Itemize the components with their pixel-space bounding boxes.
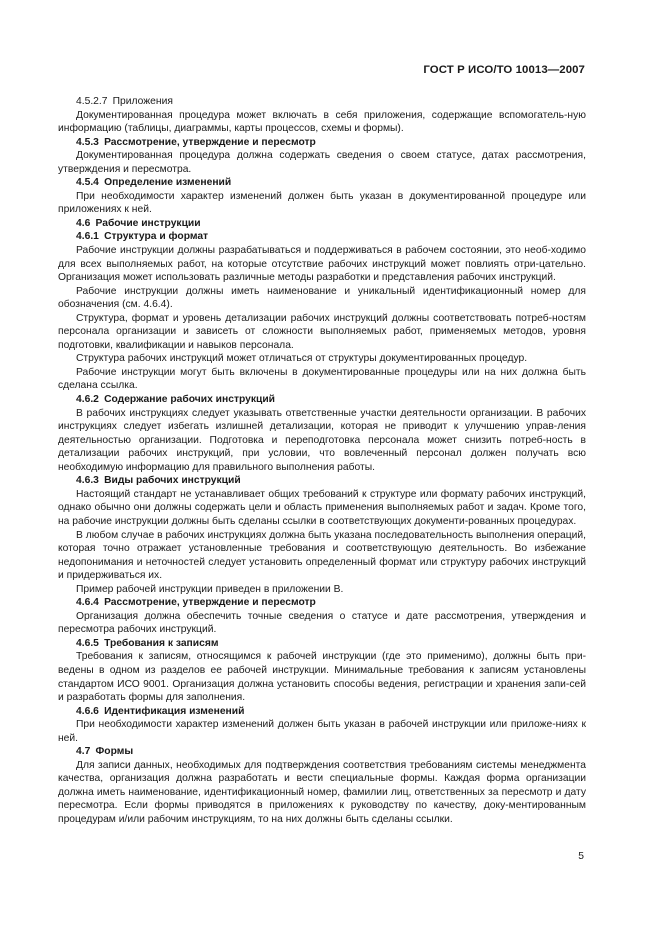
paragraph: В рабочих инструкциях следует указывать ответственные участки деятельности организации. В рабочих инструкциях следует избегать излишней детализации, которая не приводит к улучшению управ-ления деятельностью организации. Подготовка и переподготовка персонала может снизить потреб-ность в детализации рабочих инструкций, при условии, что вовлеченный персонал должен получать всю необходимую информацию для правильного выполнения работы. [58, 407, 586, 473]
section-heading [58, 637, 586, 651]
section-title: Рабочие инструкции [95, 217, 201, 229]
section-heading [58, 596, 586, 610]
section-heading [58, 705, 586, 719]
section-number: 4.6 [76, 217, 91, 229]
section-number: 4.6.6 [76, 705, 99, 717]
section-number: 4.6.4 [76, 597, 99, 609]
paragraph: В любом случае в рабочих инструкциях должна быть указана последовательность выполнения операций, которая точно отражает установленные требования и соответствующую деятельность. Во избежание недопонимания и неточностей следует установить определенный формат или структуру рабочих инструкций и придерживаться их. [58, 529, 586, 582]
section-number: 4.6.3 [76, 475, 99, 487]
paragraph: Настоящий стандарт не устанавливает общих требований к структуре или формату рабочих инструкций, однако обычно они должны содержать цели и область применения выполняемых работ и задач. Кроме того, на рабочие инструкции должны быть сделаны ссылки в соответствующих документи-рованных процедурах. [58, 488, 586, 527]
page-number: 5 [578, 851, 584, 862]
section-title: Содержание рабочих инструкций [104, 394, 276, 406]
paragraph: Рабочие инструкции должны разрабатываться и поддерживаться в рабочем состоянии, это необ-ходимо для всех выполняемых работ, на которые отсутствие рабочих инструкций может повлиять отри-цательно. Организация может использовать различные методы разработки и представления рабочих инструкций. [58, 245, 586, 284]
section-title: Приложения [112, 96, 173, 107]
section-heading [58, 393, 586, 407]
document-header: ГОСТ Р ИСО/ТО 10013—2007 [423, 64, 585, 76]
section-heading [58, 217, 586, 231]
section-title: Формы [95, 746, 134, 758]
section-number: 4.6.2 [76, 394, 99, 406]
paragraph: При необходимости характер изменений должен быть указан в документированной процедуре или приложениях к ней. [58, 190, 586, 216]
section-heading [58, 230, 586, 244]
section-number: 4.6.1 [76, 231, 99, 243]
paragraph: Рабочие инструкции могут быть включены в документированные процедуры или на них должна быть сделана ссылка. [58, 366, 586, 392]
section-number: 4.5.2.7 [76, 96, 108, 107]
paragraph: Организация должна обеспечить точные сведения о статусе и дате рассмотрения, утверждения и пересмотра рабочих инструкций. [58, 610, 586, 636]
section-title: Требования к записям [104, 637, 219, 649]
section-title: Определение изменений [104, 177, 232, 189]
section-title: Идентификация изменений [104, 705, 245, 717]
section-heading [58, 474, 586, 488]
paragraph: Рабочие инструкции должны иметь наименование и уникальный идентификационный номер для обозначения (см. 4.6.4). [58, 285, 586, 311]
section-number: 4.5.4 [76, 177, 99, 189]
section-heading [58, 745, 586, 759]
section-heading [58, 136, 586, 150]
section-title: Структура и формат [104, 231, 209, 243]
section-number: 4.5.3 [76, 136, 99, 148]
section-number: 4.6.5 [76, 637, 99, 649]
paragraph: Структура, формат и уровень детализации рабочих инструкций должны соответствовать потреб-ностям персонала организации и зависеть от сложности выполняемых работ, применяемых методов, уровня подготовки, квалификации и навыков персонала. [58, 312, 586, 351]
section-heading [58, 176, 586, 190]
paragraph: Пример рабочей инструкции приведен в приложении В. [76, 583, 344, 595]
paragraph: Для записи данных, необходимых для подтверждения соответствия требованиям системы менеджмента качества, организация должна разработать и вести специальные формы. Каждая форма организации должна иметь наименование, идентификационный номер, фамилии лиц, ответственных за пересмотр и дату пересмотра. Если формы приводятся в приложениях к руководству по качеству, доку-ментированным процедурам и/или рабочим инструкциям, то на них должны быть сделаны ссылки. [58, 759, 586, 825]
section-heading [58, 95, 586, 109]
document-body [58, 95, 586, 827]
section-title: Рассмотрение, утверждение и пересмотр [104, 136, 316, 148]
section-title: Рассмотрение, утверждение и пересмотр [104, 597, 316, 609]
paragraph: Документированная процедура должна содержать сведения о своем статусе, датах рассмотрения, утверждения и пересмотра. [58, 150, 586, 175]
paragraph: Структура рабочих инструкций может отличаться от структуры документированных процедур. [76, 353, 528, 365]
paragraph: При необходимости характер изменений должен быть указан в рабочей инструкции или приложе-ниях к ней. [58, 719, 586, 744]
section-title: Виды рабочих инструкций [104, 475, 241, 487]
paragraph: Требования к записям, относящимся к рабочей инструкции (где это применимо), должны быть при-ведены в одном из разделов ее рабочей инструкции. Минимальные требования к записям установлены стандартом ИСО 9001. Организация должна установить способы ведения, регистрации и хранения запи-сей и разработать формы для заполнения. [58, 651, 586, 704]
section-number: 4.7 [76, 746, 91, 758]
paragraph: Документированная процедура может включать в себя приложения, содержащие вспомогатель-ную информацию (таблицы, диаграммы, карты процессов, схемы и формы). [58, 109, 586, 135]
